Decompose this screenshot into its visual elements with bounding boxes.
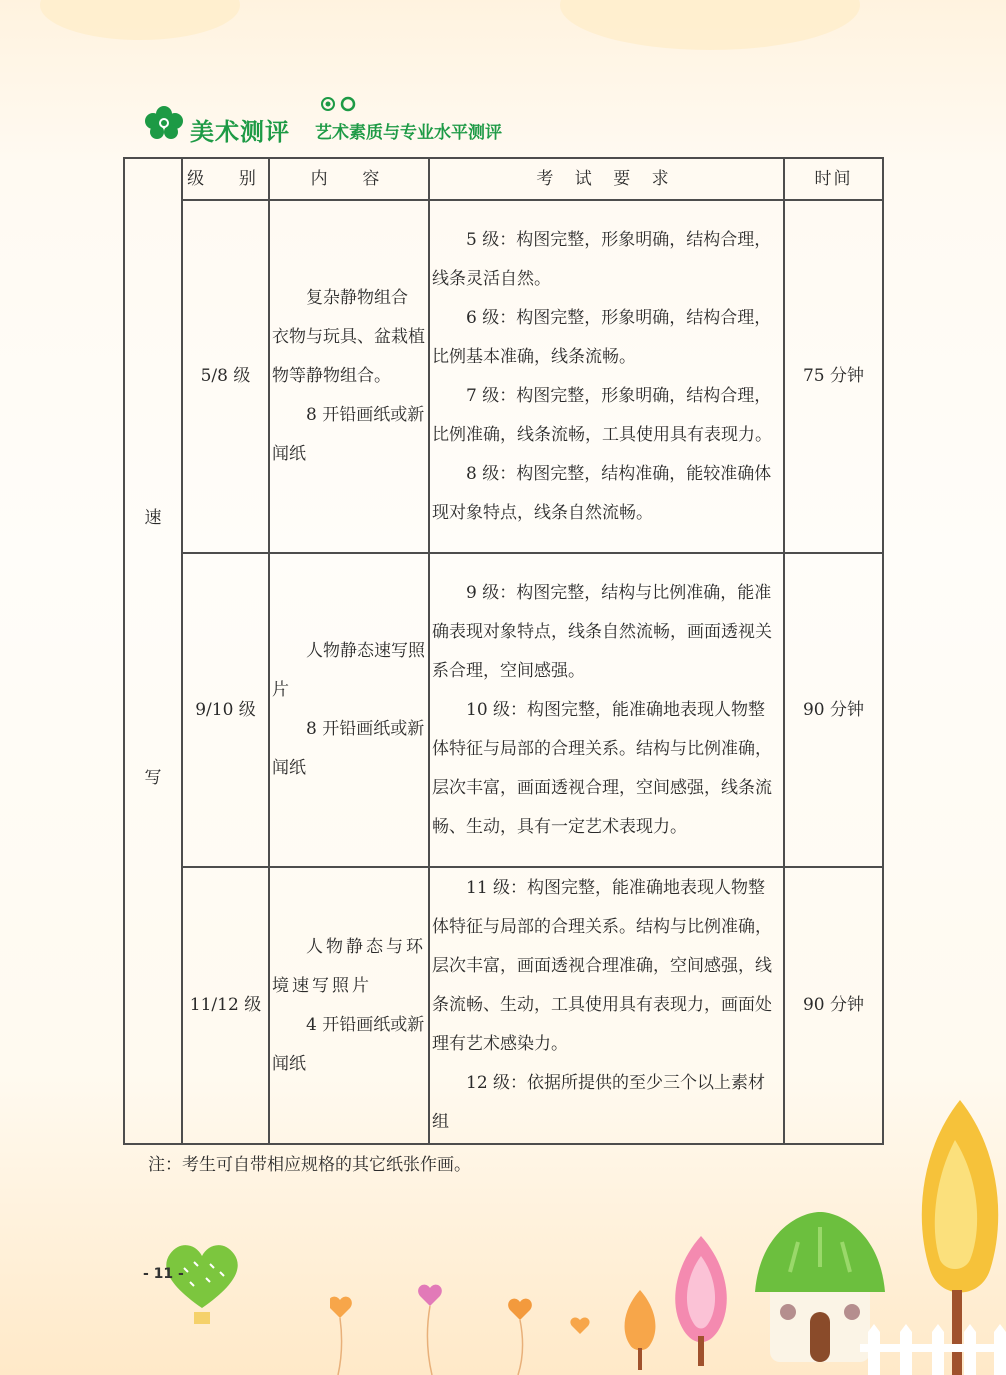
header-time: 时间	[784, 158, 883, 200]
content-line: 人物静态与环境速写照片	[272, 936, 426, 996]
requirement-text: 11 级：构图完整，能准确地表现人物整体特征与局部的合理关系。结构与比例准确，层次丰富，画面透视合理准确，空间感强，线条流畅、生动，工具使用具有表现力，画面处理有艺术感染力。	[432, 878, 772, 1054]
heart-balloon-icon	[160, 1238, 244, 1328]
table-row	[124, 200, 883, 553]
content-cell	[269, 553, 429, 867]
pink-tree-icon	[668, 1236, 734, 1366]
cloud-decoration	[40, 0, 240, 40]
time-cell: 75 分钟	[784, 200, 883, 553]
header-requirements: 考 试 要 求	[429, 158, 784, 200]
requirements-cell	[429, 867, 784, 1144]
level-cell: 5/8 级	[182, 200, 269, 553]
time-cell: 90 分钟	[784, 867, 883, 1144]
circle-dots-icon	[320, 96, 358, 112]
exam-requirements-table	[123, 157, 884, 1145]
content-line: 4 开铅画纸或新闻纸	[272, 1014, 425, 1074]
brand-title: 美术测评	[190, 118, 290, 146]
fence-icon	[860, 1322, 1006, 1375]
content-line: 衣物与玩具、盆栽植物等静物组合。	[272, 327, 425, 386]
content-line: 人物静态速写照片	[272, 641, 425, 700]
cloud-decoration	[560, 0, 860, 50]
table-row	[124, 867, 883, 1144]
requirement-text: 5 级：构图完整，形象明确，结构合理，线条灵活自然。	[432, 229, 772, 289]
requirements-cell	[429, 200, 784, 553]
orange-tree-icon	[620, 1290, 660, 1370]
table-header-row	[124, 158, 883, 200]
level-cell: 9/10 级	[182, 553, 269, 867]
content-line: 8 开铅画纸或新闻纸	[272, 405, 425, 464]
table-row	[124, 553, 883, 867]
header-content: 内 容	[269, 158, 429, 200]
requirements-cell	[429, 553, 784, 867]
hearts-decoration-icon	[330, 1280, 610, 1375]
footnote: 注：考生可自带相应规格的其它纸张作画。	[148, 1155, 471, 1175]
content-line: 复杂静物组合	[306, 288, 408, 308]
time-cell: 90 分钟	[784, 553, 883, 867]
requirement-text: 8 级：构图完整，结构准确，能较准确体现对象特点，线条自然流畅。	[432, 463, 772, 523]
requirement-text: 10 级：构图完整，能准确地表现人物整体特征与局部的合理关系。结构与比例准确，层次丰富，画面透视合理，空间感强，线条流畅、生动，具有一定艺术表现力。	[432, 699, 772, 837]
content-cell	[269, 200, 429, 553]
category-char: 写	[144, 768, 162, 788]
content-line: 8 开铅画纸或新闻纸	[272, 719, 425, 778]
level-cell: 11/12 级	[182, 867, 269, 1144]
header-level: 级 别	[182, 158, 269, 200]
requirement-text: 12 级：依据所提供的至少三个以上素材组	[432, 1073, 766, 1132]
requirement-text: 7 级：构图完整，形象明确，结构合理，比例准确，线条流畅，工具使用具有表现力。	[432, 385, 772, 445]
content-cell	[269, 867, 429, 1144]
requirement-text: 9 级：构图完整，结构与比例准确，能准确表现对象特点，线条自然流畅，画面透视关系合理，空间感强。	[432, 582, 772, 681]
flower-logo-icon	[143, 104, 185, 140]
page-number: - 11 -	[143, 1266, 184, 1282]
header-subtitle: 艺术素质与专业水平测评	[315, 123, 502, 143]
requirement-text: 6 级：构图完整，形象明确，结构合理，比例基本准确，线条流畅。	[432, 307, 772, 367]
category-cell-sketch	[124, 158, 182, 1144]
category-char: 速	[144, 508, 162, 528]
